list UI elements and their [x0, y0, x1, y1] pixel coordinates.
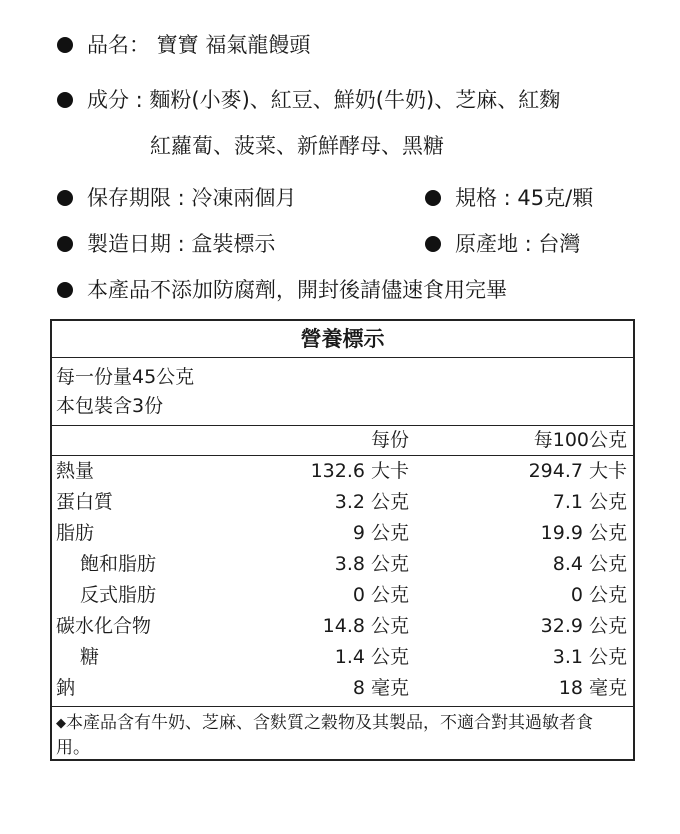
divider [52, 357, 633, 358]
serving-size: 每一份量45公克 [56, 366, 195, 388]
bullet-icon [425, 190, 441, 206]
row-value-sodium-per-serving: 8 毫克 [352, 677, 409, 699]
row-value-calories-per-serving: 132.6 大卡 [310, 460, 409, 482]
diamond-bullet-icon: ◆ [56, 716, 66, 731]
row-value-carbohydrate-per-100g: 32.9 公克 [540, 615, 627, 637]
nutrition-facts-panel [50, 319, 635, 761]
column-header-per-serving: 每份 [370, 429, 409, 451]
row-label-sodium: 鈉 [56, 677, 76, 699]
row-value-fat-per-100g: 19.9 公克 [540, 522, 627, 544]
shelf-life: 保存期限 : 冷凍兩個月 [87, 186, 297, 210]
row-value-carbohydrate-per-serving: 14.8 公克 [322, 615, 409, 637]
divider [52, 425, 633, 426]
origin: 原產地 : 台灣 [455, 232, 581, 256]
row-label-protein: 蛋白質 [56, 491, 114, 513]
row-value-saturated-fat-per-serving: 3.8 公克 [334, 553, 409, 575]
allergen-note-text: 本產品含有牛奶、芝麻、含麩質之穀物及其製品，不適合對其過敏者食用。 [56, 713, 593, 758]
row-label-fat: 脂肪 [56, 522, 95, 544]
bullet-icon [57, 92, 73, 108]
info-item-spec [425, 185, 593, 211]
row-value-protein-per-100g: 7.1 公克 [552, 491, 627, 513]
bullet-icon [57, 282, 73, 298]
row-value-fat-per-serving: 9 公克 [352, 522, 409, 544]
allergen-note [56, 711, 626, 760]
info-item-name [57, 32, 310, 58]
row-label-trans-fat: 反式脂肪 [80, 584, 157, 606]
bullet-icon [57, 37, 73, 53]
product-name: 品名： 寶寶 福氣龍饅頭 [87, 33, 311, 57]
nutrition-title: 營養標示 [300, 327, 385, 351]
divider [52, 706, 633, 707]
row-value-trans-fat-per-100g: 0 公克 [570, 584, 627, 606]
row-value-protein-per-serving: 3.2 公克 [334, 491, 409, 513]
ingredients-continued [150, 133, 444, 159]
info-item-origin [425, 231, 580, 257]
info-item-shelf-life [57, 185, 296, 211]
bullet-icon [425, 236, 441, 252]
divider [52, 455, 633, 456]
spec: 規格 : 45克/顆 [455, 186, 594, 210]
bullet-icon [57, 190, 73, 206]
info-item-notice [57, 277, 507, 303]
ingredients-line-1: 成分 : 麵粉(小麥)、紅豆、鮮奶(牛奶)、芝麻、紅麴 [87, 88, 561, 112]
column-header-per-100g: 每100公克 [533, 429, 627, 451]
row-value-sodium-per-100g: 18 毫克 [558, 677, 627, 699]
row-label-saturated-fat: 飽和脂肪 [80, 553, 157, 575]
row-label-carbohydrate: 碳水化合物 [56, 615, 152, 637]
mfg-date: 製造日期 : 盒裝標示 [87, 232, 276, 256]
info-item-ingredients [57, 87, 560, 113]
ingredients-line-2: 紅蘿蔔、菠菜、新鮮酵母、黑糖 [150, 134, 444, 158]
servings-per-pack: 本包裝含3份 [56, 395, 164, 417]
row-value-calories-per-100g: 294.7 大卡 [528, 460, 627, 482]
row-value-sugar-per-serving: 1.4 公克 [334, 646, 409, 668]
row-value-saturated-fat-per-100g: 8.4 公克 [552, 553, 627, 575]
row-value-sugar-per-100g: 3.1 公克 [552, 646, 627, 668]
row-label-sugar: 糖 [80, 646, 100, 668]
preservative-notice: 本產品不添加防腐劑，開封後請儘速食用完畢 [87, 278, 507, 302]
row-label-calories: 熱量 [56, 460, 95, 482]
bullet-icon [57, 236, 73, 252]
info-item-mfg-date [57, 231, 275, 257]
row-value-trans-fat-per-serving: 0 公克 [352, 584, 409, 606]
